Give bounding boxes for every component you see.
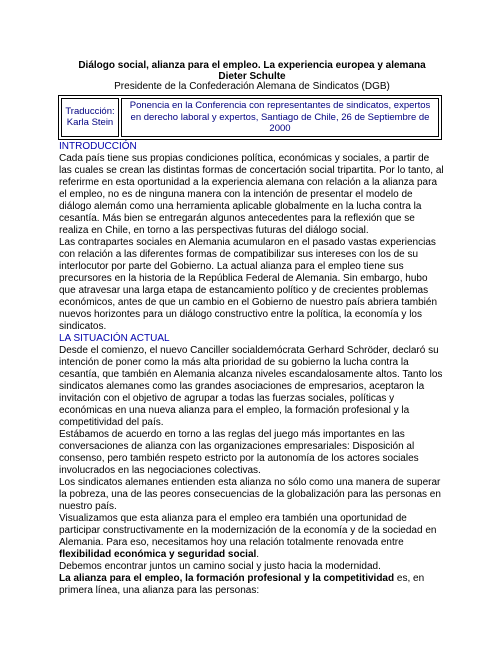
paragraph: Debemos encontrar juntos un camino social y justo hacia la modernidad. <box>59 561 381 572</box>
paragraph <box>59 573 444 597</box>
section-heading-introduccion: INTRODUCCIÓN <box>59 141 137 152</box>
document-title: Diálogo social, alianza para el empleo. La experiencia europea y alemana <box>78 60 426 71</box>
info-table <box>58 95 442 140</box>
translator-cell: Traducción: Karla Stein <box>61 98 119 137</box>
bold-phrase: La alianza para el empleo, la formación profesional y la competitividad <box>59 573 395 584</box>
bold-phrase: flexibilidad económica y seguridad social <box>59 549 257 560</box>
paragraph <box>59 513 444 561</box>
author-affiliation: Presidente de la Confederación Alemana de Sindicatos (DGB) <box>114 81 390 92</box>
paragraph: Desde el comienzo, el nuevo Canciller socialdemócrata Gerhard Schröder, declaró su intención de poner como la más alta prioridad de su gobierno la lucha contra la cesantía, que también en Alemania alcanza niveles escandalosamente altos. Tanto los sindicatos alemanes como las grandes asociaciones de empresarios, aceptaron la invitación con el objetivo de agrupar a todas las fuerzas sociales, políticas y económicas en una nueva alianza para el empleo, la formación profesional y la competitividad del país. <box>59 345 443 428</box>
paragraph: Estábamos de acuerdo en torno a las reglas del juego más importantes en las conversaciones de alianza con las organizaciones empresariales: Disposición al consenso, pero también respeto estricto por la autonomía de los actores sociales involucrados en las negociaciones colectivas. <box>59 429 419 476</box>
paragraph: Los sindicatos alemanes entienden esta alianza no sólo como una manera de superar la pobreza, una de las peores consecuencias de la globalización para las personas en nuestro país. <box>59 477 441 512</box>
paragraph-text: es, en primera línea, una alianza para las personas: <box>59 573 425 596</box>
paragraph-end: . <box>256 549 260 560</box>
paragraph: Cada país tiene sus propias condiciones política, económicas y sociales, a partir de las cuales se crean las distintas formas de concertación social tripartita. Por lo tanto, al referirme en esta oportunidad a la experiencia alemana con relación a la alianza para el empleo, no es de ninguna manera con la intención de presentar el modelo de diálogo alemán como una herramienta aplicable globalmente en la lucha contra la cesantía. Más bien se entregarán algunos antecedentes para la reflexión que se realiza en Chile, en torno a las perspectivas futuras del diálogo social. <box>59 153 444 236</box>
paragraph-text: Visualizamos que esta alianza para el empleo era también una oportunidad de participar constructivamente en la modernización de la economía y de la sociedad en Alemania. Para eso, necesitamos hoy una relación totalmente renovada entre <box>59 513 437 548</box>
section-heading-situacion-actual: LA SITUACIÓN ACTUAL <box>59 333 170 344</box>
author-name: Dieter Schulte <box>218 71 286 82</box>
document-body <box>59 141 444 597</box>
paragraph: Las contrapartes sociales en Alemania acumularon en el pasado vastas experiencias con relación a las diferentes formas de compatibilizar sus intereses con los de su interlocutor por parte del Gobierno. La actual alianza para el empleo tiene sus precursores en la historia de la República Federal de Alemania. Sin embargo, hubo que atravesar una larga etapa de estancamiento político y de crecientes problemas económicos, antes de que un cambio en el Gobierno de nuestro país abriera también nuevos horizontes para un diálogo constructivo entre la política, la economía y los sindicatos. <box>59 237 438 332</box>
info-row <box>61 98 439 137</box>
event-cell: Ponencia en la Conferencia con representantes de sindicatos, expertos en derecho laboral y expertos, Santiago de Chile, 26 de Septiembre de 2000 <box>121 98 439 137</box>
